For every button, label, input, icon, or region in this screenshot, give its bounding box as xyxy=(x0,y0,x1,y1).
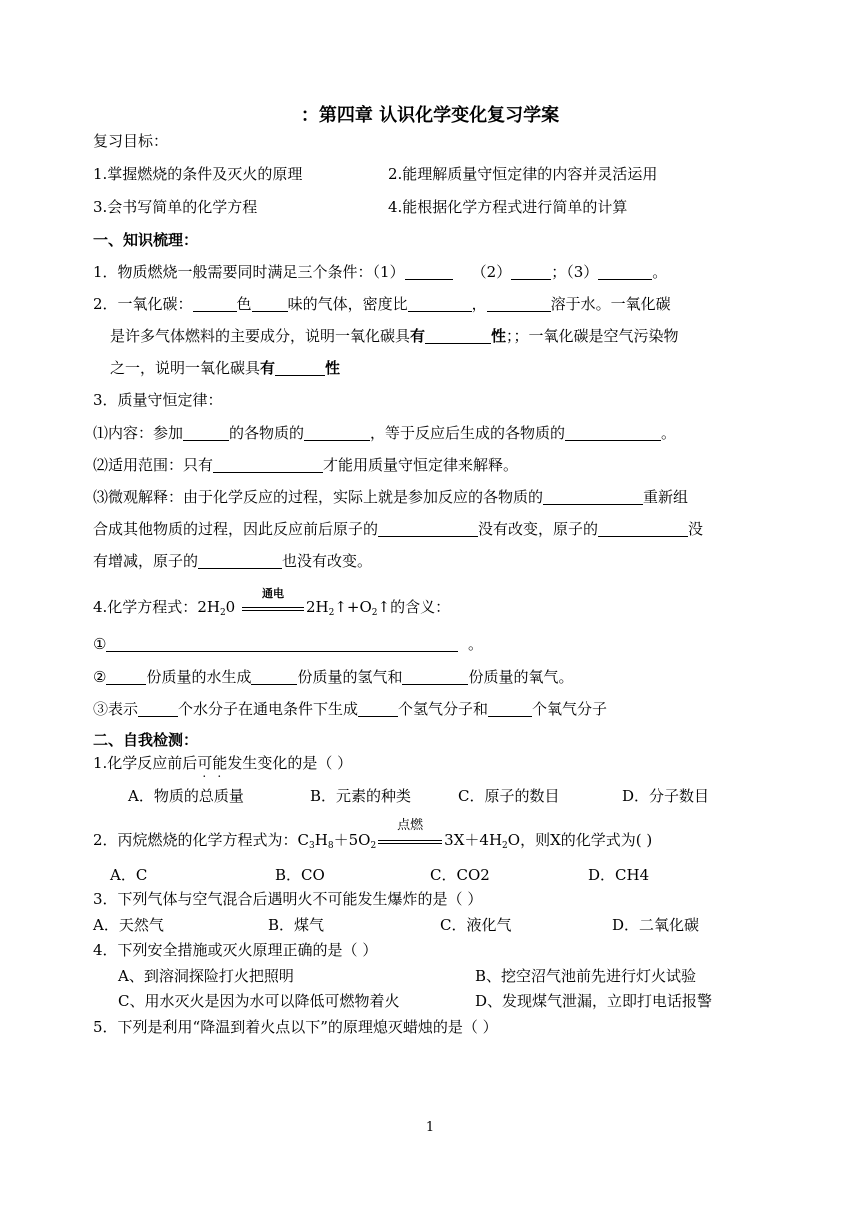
answer-blank[interactable] xyxy=(488,701,532,717)
test-q5: 5．下列是利用“降温到着火点以下”的原理熄灭蜡烛的是（ ） xyxy=(93,1018,498,1036)
page-number: 1 xyxy=(425,1120,435,1135)
test-q3-option-a[interactable]: A．天然气 xyxy=(93,916,164,934)
answer-blank[interactable] xyxy=(405,264,453,280)
goal-4: 4.能根据化学方程式进行简单的计算 xyxy=(388,198,628,216)
answer-blank[interactable] xyxy=(565,425,661,441)
equation-reactant: $2H_20$ xyxy=(197,598,236,618)
test-q4-option-b[interactable]: B、挖空沼气池前先进行灯火试验 xyxy=(475,967,697,985)
knowledge-q3-heading: 3．质量守恒定律： xyxy=(93,391,223,409)
reaction-condition: 点燃 xyxy=(378,831,442,851)
test-q3-option-b[interactable]: B．煤气 xyxy=(268,916,325,934)
answer-blank[interactable] xyxy=(193,296,237,312)
test-q4-option-a[interactable]: A、到溶洞探险打火把照明 xyxy=(118,967,294,985)
section-knowledge-heading: 一、知识梳理： xyxy=(93,231,199,249)
test-q1-option-d[interactable]: D．分子数目 xyxy=(622,787,710,805)
answer-blank[interactable] xyxy=(213,457,323,473)
answer-blank[interactable] xyxy=(487,296,551,312)
answer-blank[interactable] xyxy=(138,701,178,717)
answer-blank[interactable] xyxy=(408,296,472,312)
answer-blank[interactable] xyxy=(598,264,652,280)
answer-blank[interactable] xyxy=(106,636,458,652)
answer-blank[interactable] xyxy=(511,264,551,280)
knowledge-q2-line3: 之一，说明一氧化碳具有 性 xyxy=(110,359,341,377)
test-q1-option-b[interactable]: B．元素的种类 xyxy=(310,787,412,805)
test-q4-option-c[interactable]: C、用水灭火是因为水可以降低可燃物着火 xyxy=(118,992,400,1010)
knowledge-q2-line1: 2．一氧化碳： 色 味的气体，密度比 ， 溶于水。一氧化碳 xyxy=(93,295,671,313)
equation-products: $2H_2↑+O_2↑$ xyxy=(306,598,391,618)
answer-blank[interactable] xyxy=(598,521,688,537)
knowledge-q4-equation: 4.化学方程式：$2H_20$ 通电 $2H_2↑+O_2↑$的含义： xyxy=(93,587,451,618)
knowledge-q1: 1．物质燃烧一般需要同时满足三个条件：（1） （2） ；（3） 。 xyxy=(93,263,668,281)
test-q2-option-d[interactable]: D．CH4 xyxy=(588,866,650,884)
section-self-test-heading: 二、自我检测： xyxy=(93,731,199,749)
test-q1-option-c[interactable]: C．原子的数目 xyxy=(458,787,560,805)
goal-2: 2.能理解质量守恒定律的内容并灵活运用 xyxy=(388,165,658,183)
answer-blank[interactable] xyxy=(402,669,468,685)
page-title: ：第四章 认识化学变化复习学案 xyxy=(300,105,560,126)
test-q1: 1.化学反应前后可能发生变化的是（ ） xyxy=(93,754,353,772)
answer-blank[interactable] xyxy=(198,553,282,569)
answer-blank[interactable] xyxy=(358,701,398,717)
test-q3-option-c[interactable]: C．液化气 xyxy=(440,916,512,934)
answer-blank[interactable] xyxy=(543,489,643,505)
test-q4-option-d[interactable]: D、发现煤气泄漏，立即打电话报警 xyxy=(475,992,713,1010)
test-q4: 4．下列安全措施或灭火原理正确的是（ ） xyxy=(93,941,378,959)
test-q2-option-b[interactable]: B．CO xyxy=(275,866,325,884)
answer-blank[interactable] xyxy=(378,521,478,537)
test-q2-option-a[interactable]: A．C xyxy=(110,866,148,884)
goal-1: 1.掌握燃烧的条件及灭火的原理 xyxy=(93,165,303,183)
answer-blank[interactable] xyxy=(106,669,146,685)
answer-blank[interactable] xyxy=(304,425,370,441)
goal-3: 3.会书写简单的化学方程 xyxy=(93,198,258,216)
reaction-condition: 通电 xyxy=(242,598,304,618)
test-q3: 3．下列气体与空气混合后遇明火不可能发生爆炸的是（ ） xyxy=(93,890,483,908)
test-q3-option-d[interactable]: D．二氧化碳 xyxy=(612,916,700,934)
knowledge-q3-micro-3: 有增减，原子的 也没有改变。 xyxy=(93,552,373,570)
knowledge-q4-meaning-2: ② 份质量的水生成 份质量的氢气和 份质量的氧气。 xyxy=(93,668,574,686)
answer-blank[interactable] xyxy=(252,296,288,312)
answer-blank[interactable] xyxy=(183,425,229,441)
goals-label: 复习目标： xyxy=(93,132,169,150)
knowledge-q3-micro-2: 合成其他物质的过程，因此反应前后原子的 没有改变，原子的 没 xyxy=(93,520,704,538)
knowledge-q4-meaning-3: ③表示 个水分子在通电条件下生成 个氢气分子和 个氧气分子 xyxy=(93,700,608,718)
knowledge-q3-content: ⑴内容：参加 的各物质的 ，等于反应后生成的各物质的 。 xyxy=(93,424,677,442)
answer-blank[interactable] xyxy=(425,328,491,344)
knowledge-q3-scope: ⑵适用范围：只有 才能用质量守恒定律来解释。 xyxy=(93,456,519,474)
test-q2-option-c[interactable]: C．CO2 xyxy=(430,866,490,884)
answer-blank[interactable] xyxy=(275,360,325,376)
knowledge-q2-line2: 是许多气体燃料的主要成分，说明一氧化碳具有 性；；一氧化碳是空气污染物 xyxy=(110,327,679,345)
knowledge-q3-micro-1: ⑶微观解释：由于化学反应的过程，实际上就是参加反应的各物质的 重新组 xyxy=(93,488,689,506)
test-q1-option-a[interactable]: A．物质的总质量 xyxy=(128,787,244,805)
knowledge-q4-meaning-1: ① 。 xyxy=(93,635,484,653)
test-q2: 2．丙烷燃烧的化学方程式为：$C_3H_8+5O_2$ 点燃 $3X+4H_2O$，则X的化学式为( ) xyxy=(93,818,653,851)
answer-blank[interactable] xyxy=(251,669,297,685)
